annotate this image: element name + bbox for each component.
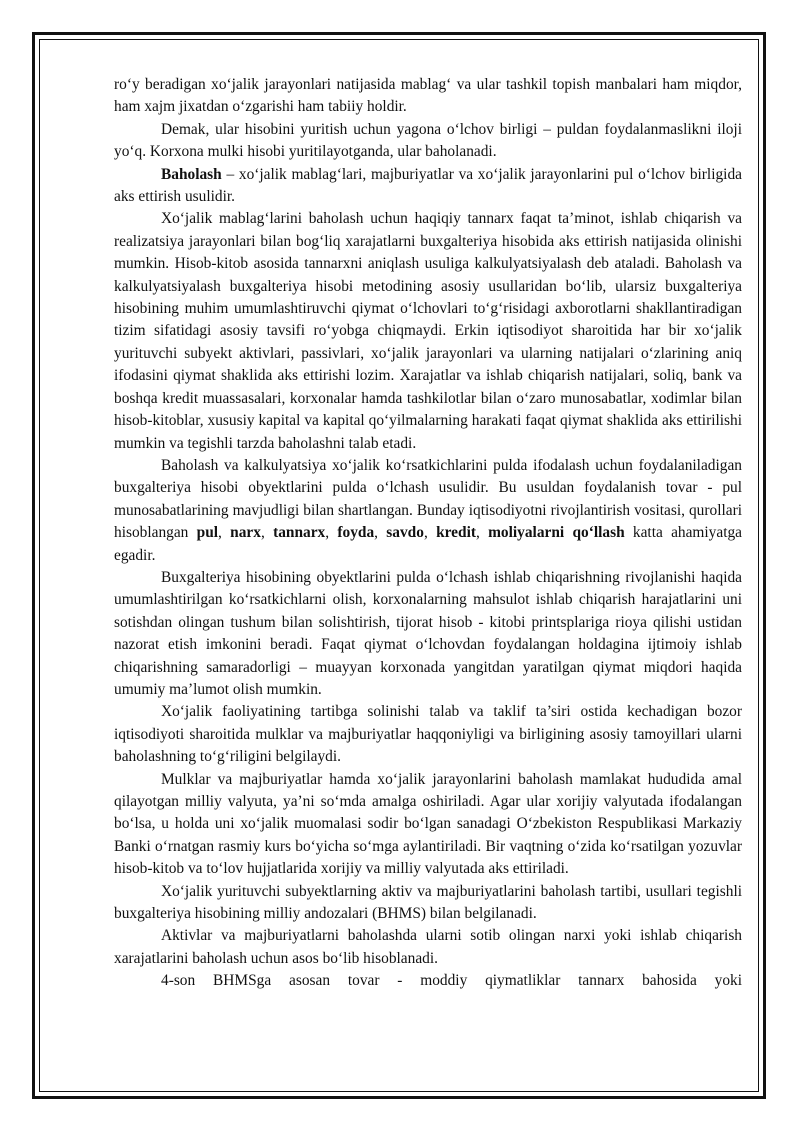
text-run: Xo‘jalik yurituvchi subyektlarning aktiv va majburiyatlarini baholash tartibi, usullari tegishli buxgalteriya hisobining milliy andozalari (BHMS) bilan belgilanadi.: [114, 882, 742, 923]
text-run: – xo‘jalik mablag‘lari, majburiyatlar va xo‘jalik jarayonlarini pul o‘lchov birligida aks ettirish usulidir.: [114, 165, 742, 206]
bold-term: kredit: [436, 524, 476, 542]
paragraph: [114, 881, 742, 926]
paragraph: [114, 567, 742, 701]
text-run: Aktivlar va majburiyatlarni baholashda ularni sotib olingan narxi yoki ishlab chiqarish xarajatlarini baholash uchun asos bo‘lib hisoblanadi.: [114, 927, 742, 967]
paragraph: [114, 119, 742, 164]
bold-term: pul: [196, 524, 219, 542]
text-run: ,: [260, 524, 274, 542]
paragraph: [114, 455, 742, 567]
bold-term: foyda: [337, 524, 375, 542]
text-run: ro‘y beradigan xo‘jalik jarayonlari natijasida mablag‘ va ular tashkil topish manbalari ham miqdor, ham xajm jixatdan o‘zgarishi ham tabiiy holdir.: [114, 76, 742, 116]
text-run: Baholash va kalkulyatsiya xo‘jalik ko‘rsatkichlarini pulda ifodalash uchun foydalaniladigan buxgalteriya hisobi obyektlarini pulda o‘lchash usulidir. Bu usuldan foydalanish tovar - pul munosabatlarining mavjudligi bilan shartlangan. Bunday iqtisodiyotni rivojlantirish vositasi, qurollari hisoblangan: [114, 456, 742, 542]
text-run: 4-son BHMSga asosan tovar - moddiy qiymatliklar tannarx bahosida yoki: [161, 972, 742, 990]
text-run: ,: [374, 524, 387, 542]
paragraph: [114, 970, 742, 992]
text-run: Xo‘jalik mablag‘larini baholash uchun haqiqiy tannarx faqat ta’minot, ishlab chiqarish va realizatsiya jarayonlari bilan bog‘liq xarajatlarni buxgalteriya hisobida aks ettirish natijasida olinishi mumkin. Hisob-kitob asosida tannarxni aniqlash usuliga kalkulyatsiyalash deb ataladi. Baholash va kalkulyatsiyalash buxgalteriya hisobi metodining asosiy usullaridan bo‘lib, ularsiz buxgalteriya hisobining muhim umumlashtiruvchi qiymat o‘lchovlari to‘g‘risidagi axborotlarni shakllantiradigan tizim sifatidagi asosiy tavsifi ro‘yobga chiqmaydi. Erkin iqtisodiyot sharoitida har bir xo‘jalik yurituvchi subyekt aktivlari, passivlari, xo‘jalik jarayonlari va ularning natijalari o‘zlarining aniq ifodasini qiymat shaklida aks ettirishi lozim. Xarajatlar va ishlab chiqarish natijalari, soliq, bank va boshqa kredit muassasalari, korxonalar hamda tashkilotlar bilan o‘zaro munosabatlar, xodimlar bilan hisob-kitoblar, xususiy kapital va kapital qo‘yilmalarning harakati faqat qiymat shaklida aks ettirilishi mumkin va tegishli tarzda baholashni talab etadi.: [114, 210, 742, 452]
bold-term: Baholash: [161, 165, 222, 183]
text-run: ,: [423, 524, 437, 542]
bold-term: tannarx: [273, 524, 326, 542]
text-run: Xo‘jalik faoliyatining tartibga solinishi talab va taklif ta’siri ostida kechadigan bozor iqtisodiyoti sharoitida mulklar va majburiyatlar haqqoniyligi va birligining asosiy tamoyillari ularni baholashning to‘g‘riligini belgilaydi.: [114, 703, 742, 766]
paragraph: [114, 701, 742, 768]
text-run: ,: [218, 524, 231, 542]
paragraph: [114, 74, 742, 119]
document-body: [114, 74, 742, 993]
paragraph: [114, 164, 742, 209]
paragraph: [114, 925, 742, 970]
text-run: Mulklar va majburiyatlar hamda xo‘jalik jarayonlarini baholash mamlakat hududida amal qilayotgan milliy valyuta, ya’ni so‘mda amalga oshiriladi. Agar ular xorijiy valyutada ifodalangan bo‘lsa, u holda uni xo‘jalik muomalasi sodir bo‘lgan sanadagi O‘zbekiston Respublikasi Markaziy Banki o‘rnatgan rasmiy kurs bo‘yicha so‘mga aylantiriladi. Bir vaqtning o‘zida ko‘rsatilgan yozuvlar hisob-kitob va to‘lov hujjatlarida xorijiy va milliy valyutada aks ettiriladi.: [114, 770, 742, 878]
text-run: Demak, ular hisobini yuritish uchun yagona o‘lchov birligi – puldan foydalanmaslikni iloji yo‘q. Korxona mulki hisobi yuritilayotganda, ular baholanadi.: [114, 120, 742, 161]
text-run: katta ahamiyatga egadir.: [114, 524, 743, 564]
bold-term: savdo: [386, 524, 424, 542]
text-run: ,: [475, 524, 489, 542]
paragraph: [114, 769, 742, 881]
paragraph: [114, 208, 742, 454]
text-run: Buxgalteriya hisobining obyektlarini pulda o‘lchash ishlab chiqarishning rivojlanishi haqida umumlashtirilgan ko‘rsatkichlarni olish, korxonalarning mahsulot ishlab chiqarish harajatlarini uni sotishdan olingan tushum bilan solishtirish, tijorat hisob - kitobi printsplariga rioya qilishi ustidan nazorat etish imkonini beradi. Faqat qiymat o‘lchovdan foydalangan holdagina ijtimoiy ishlab chiqarishning samaradorligi – muayyan korxonada yangitdan yaratilgan qiymat miqdori haqida umumiy ma’lumot olish mumkin.: [114, 568, 742, 698]
text-run: ,: [325, 524, 338, 542]
bold-term: moliyalarni qo‘llash: [488, 524, 625, 542]
bold-term: narx: [230, 524, 261, 542]
